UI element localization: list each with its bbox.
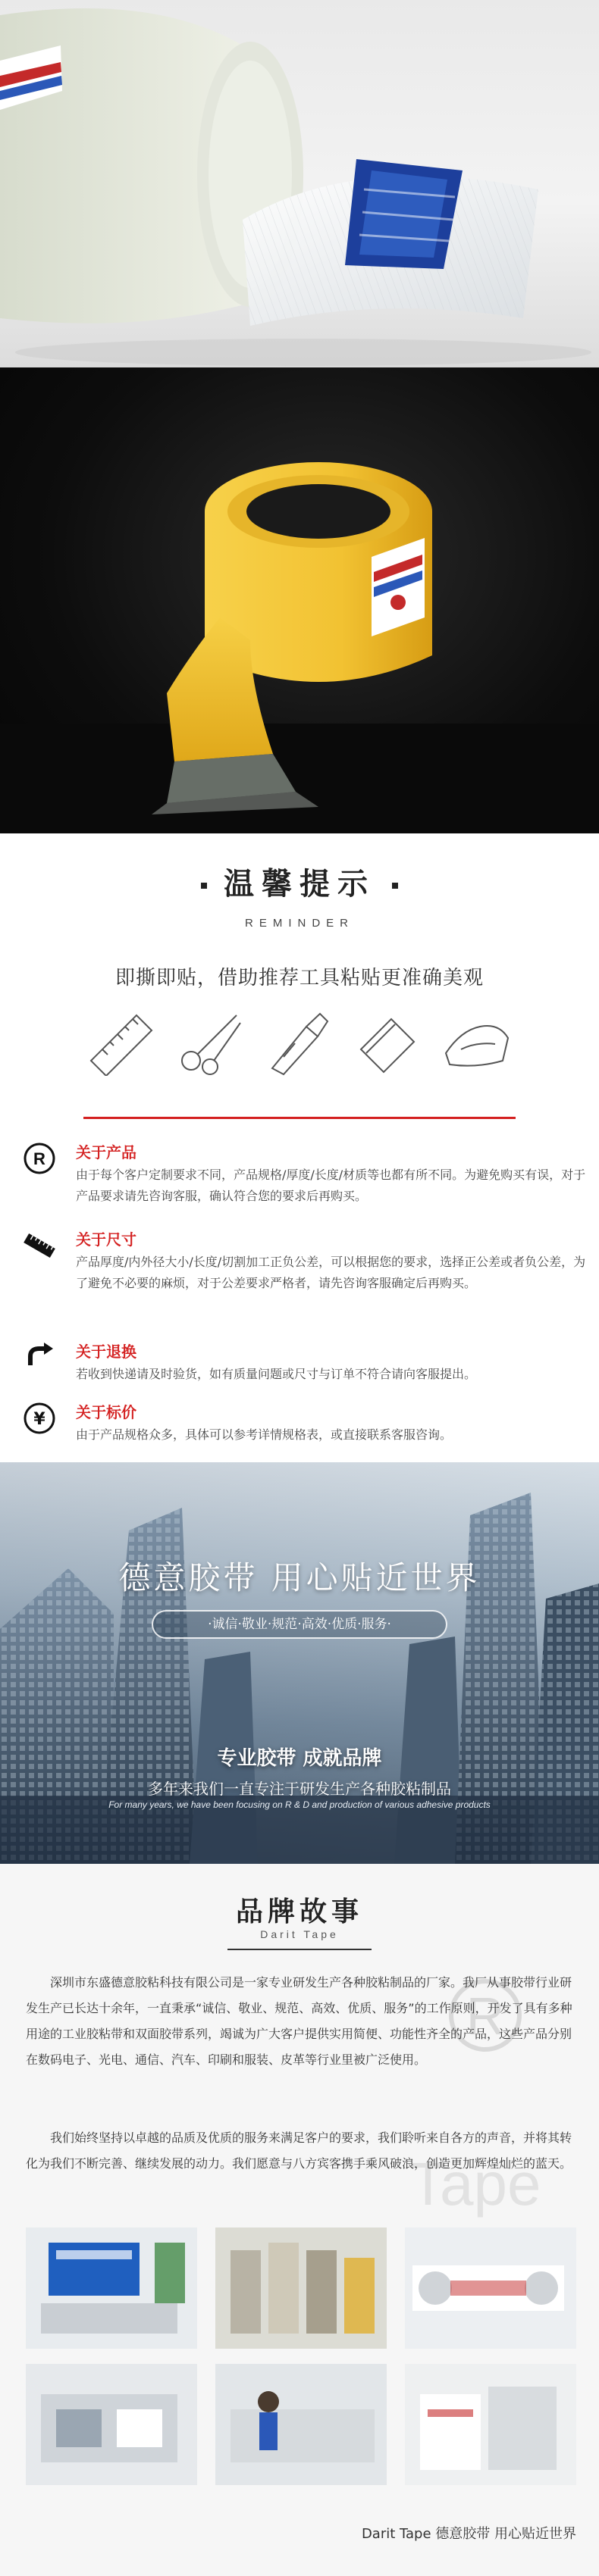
brand-story-title: 品牌故事	[235, 1896, 363, 1927]
info-item-size	[21, 1227, 586, 1326]
white-tape-illustration	[0, 0, 599, 367]
yen-icon	[21, 1400, 58, 1436]
worker-operating-photo	[215, 2364, 387, 2485]
scraper-icon	[350, 1008, 425, 1076]
warehouse-rolls-photo-art	[215, 2227, 387, 2349]
svg-text:¥: ¥	[33, 1410, 45, 1429]
factory-photo-grid	[26, 2227, 576, 2500]
info-text: 由于每个客户定制要求不同，产品规格/厚度/长度/材质等也都有所不同。为避免购买有误，对于产品要求请先咨询客服，确认符合您的要求后再购买。	[76, 1168, 586, 1203]
cutting-machine-photo-art	[26, 2364, 197, 2485]
cutting-machine-photo	[26, 2364, 197, 2485]
finished-goods-photo-art	[405, 2364, 576, 2485]
info-item-price	[21, 1400, 582, 1453]
info-text: 若收到快递请及时验货，如有质量问题或尺寸与订单不符合请向客服提出。	[76, 1367, 477, 1381]
scissors-icon	[172, 1008, 248, 1076]
white-tape-product-photo	[0, 0, 599, 367]
production-line-photo	[405, 2227, 576, 2349]
brand-title-divider	[227, 1949, 372, 1950]
finished-goods-photo	[405, 2364, 576, 2485]
info-head: 关于产品	[76, 1143, 136, 1161]
warehouse-rolls-photo	[215, 2227, 387, 2349]
info-head: 关于退换	[76, 1343, 136, 1361]
svg-text:R: R	[466, 1987, 505, 2046]
reminder-tagline: 即撕即贴，借助推荐工具粘贴更准确美观	[114, 967, 484, 989]
ruler-icon	[83, 1008, 159, 1076]
svg-text:R: R	[33, 1149, 45, 1168]
info-head: 关于标价	[76, 1403, 136, 1421]
production-line-photo-art	[405, 2227, 576, 2349]
yellow-tape-illustration	[0, 367, 599, 833]
info-text: 由于产品规格众多，具体可以参考详情规格表，或直接联系客服咨询。	[76, 1427, 453, 1442]
info-text: 产品厚度/内外径大小/长度/切割加工正负公差，可以根据您的要求，选择正公差或者负公差，为了避免不必要的麻烦，对于公差要求严格者，请先咨询客服确定后再购买。	[76, 1255, 586, 1290]
registered-icon	[21, 1140, 58, 1177]
ruler-icon	[21, 1227, 58, 1264]
return-arrow-icon	[21, 1340, 58, 1376]
section-divider	[83, 1117, 516, 1119]
reminder-title: 温馨提示	[0, 860, 599, 903]
brand-paragraph-2: 我们始终坚持以卓越的品质及优质的服务来满足客户的要求，我们聆听来自各方的声音，并将其转化为我们不断完善、继续发展的动力。我们愿意与八方宾客携手乘风破浪，创造更加辉煌灿烂的蓝天。	[26, 2131, 572, 2171]
city-slogan-en: For many years, we have been focusing on R & D and production of various adhesive products	[108, 1799, 491, 1810]
company-values-badge: ·诚信·敬业·规范·高效·优质·服务·	[152, 1610, 447, 1639]
city-banner-title: 德意胶带 用心贴近世界	[118, 1559, 481, 1596]
info-item-return	[21, 1340, 582, 1393]
utility-knife-icon	[261, 1008, 337, 1076]
info-item-product	[21, 1140, 586, 1216]
brand-paragraph-1: 深圳市东盛德意胶粘科技有限公司是一家专业研发生产各种胶粘制品的厂家。我厂从事胶带行业研发生产已长达十余年，一直秉承“诚信、敬业、规范、高效、优质、服务”的工作原则，开发了具有多种用途的工业胶粘带和双面胶带系列，竭诚为广大客户提供实用简便、功能性齐全的产品，这些产品分别在数码电子、光电、通信、汽车、印刷和服装、皮革等行业里被广泛使用。	[26, 1975, 572, 2067]
tape-watermark-text: Tape	[409, 2150, 541, 2218]
office-reception-photo	[26, 2227, 197, 2349]
brand-story-subtitle: Darit Tape	[260, 1928, 339, 1940]
yellow-tape-product-photo	[0, 367, 599, 833]
city-slogan: 专业胶带 成就品牌	[217, 1747, 382, 1770]
info-head: 关于尺寸	[76, 1230, 136, 1249]
reminder-subtitle: REMINDER	[244, 917, 354, 930]
city-slogan-cn: 多年来我们一直专注于研发生产各种胶粘制品	[148, 1780, 451, 1798]
cloth-icon	[438, 1008, 514, 1076]
office-reception-photo-art	[26, 2227, 197, 2349]
tools-row	[83, 1008, 516, 1076]
brand-footer-slogan: Darit Tape 德意胶带 用心贴近世界	[361, 2526, 576, 2542]
worker-operating-photo-art	[215, 2364, 387, 2485]
